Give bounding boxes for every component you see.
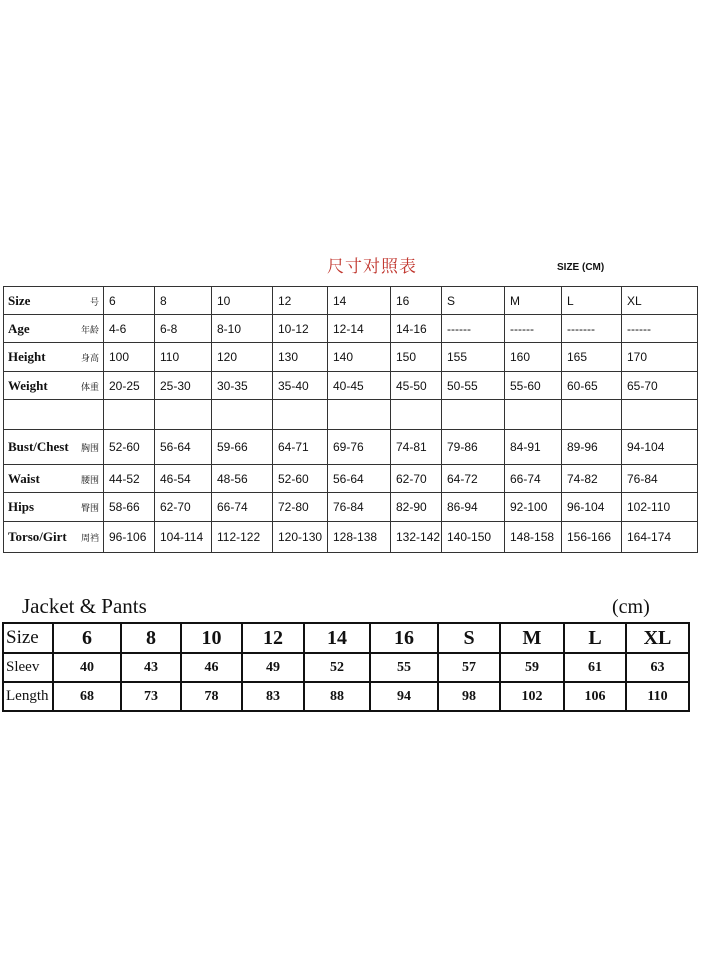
size-chart-row [4,287,698,315]
row-label [4,287,104,315]
size-chart-cell: 96-104 [562,493,622,522]
row-label-en: Waist [8,470,40,486]
size-chart-cell: 82-90 [391,493,442,522]
jacket-pants-cell: 63 [626,653,689,682]
row-label-cn: 胸围 [80,444,99,454]
size-chart-row [4,400,698,430]
size-chart-cell: 46-54 [155,465,212,493]
jacket-pants-cell: L [564,623,626,653]
size-chart-cell: 148-158 [505,522,562,553]
jacket-pants-cell: 83 [242,682,304,711]
row-label-cn: 身高 [80,354,99,364]
size-chart-cell: 76-84 [622,465,698,493]
jacket-pants-cell: S [438,623,500,653]
row-label [4,400,104,430]
jacket-pants-cell: 106 [564,682,626,711]
size-chart-cell: 94-104 [622,430,698,465]
jacket-pants-cell: 16 [370,623,438,653]
jacket-pants-table [2,622,690,712]
jacket-pants-cell: 40 [53,653,121,682]
row-label-cn: 腰围 [80,475,99,486]
row-label-en: Size [8,292,31,308]
row-label [4,430,104,465]
row-label [4,343,104,372]
size-chart-cell: 110 [155,343,212,372]
size-chart-cell: ------- [562,315,622,343]
size-chart-cell: 170 [622,343,698,372]
jacket-pants-cell: 110 [626,682,689,711]
size-chart-cell: 66-74 [505,465,562,493]
size-chart-row [4,315,698,343]
size-chart-cell: ------ [442,315,505,343]
jacket-pants-cell: M [500,623,564,653]
size-chart-cell: 40-45 [328,372,391,400]
size-chart-cell: 60-65 [562,372,622,400]
size-chart-cell: 8-10 [212,315,273,343]
size-chart-cell: 140-150 [442,522,505,553]
size-chart-cell: 72-80 [273,493,328,522]
row-label-en: Age [8,320,30,336]
size-chart-cell [391,400,442,430]
size-chart-cell: 52-60 [273,465,328,493]
size-chart-cell: 50-55 [442,372,505,400]
row-label-en: Hips [8,499,35,514]
size-chart-cell: 8 [155,287,212,315]
row-label-cn: 号 [89,297,99,308]
row-label-cn: 周裆 [80,534,99,544]
size-chart-cell: L [562,287,622,315]
size-chart-cell: 102-110 [622,493,698,522]
size-chart-cell: 6 [104,287,155,315]
jacket-pants-cell: 61 [564,653,626,682]
jacket-pants-cell: 102 [500,682,564,711]
size-chart-cell: 120-130 [273,522,328,553]
size-chart-row [4,430,698,465]
row-label [4,372,104,400]
jacket-pants-unit: (cm) [612,596,650,618]
size-chart-cell: 55-60 [505,372,562,400]
size-chart-cell: 65-70 [622,372,698,400]
size-chart-cell: 16 [391,287,442,315]
size-chart-cell [273,400,328,430]
size-chart-cell: XL [622,287,698,315]
size-chart-cell: 132-142 [391,522,442,553]
size-chart-cell: 48-56 [212,465,273,493]
jacket-pants-cell: 8 [121,623,181,653]
size-chart-cell [212,400,273,430]
jacket-pants-cell: 68 [53,682,121,711]
size-chart-cell: 56-64 [328,465,391,493]
size-chart-cell: 128-138 [328,522,391,553]
size-chart-cell: 10-12 [273,315,328,343]
jacket-pants-cell: 59 [500,653,564,682]
size-chart-cell: 74-81 [391,430,442,465]
size-chart-cell [104,400,155,430]
size-chart-cell [155,400,212,430]
row-label-en: Weight [8,377,48,393]
size-chart-cell: 64-71 [273,430,328,465]
size-chart-cell: 35-40 [273,372,328,400]
size-chart-cell: 86-94 [442,493,505,522]
size-chart-cell: 12 [273,287,328,315]
jacket-pants-cell: 73 [121,682,181,711]
size-chart-cell: 62-70 [155,493,212,522]
size-chart-cell: 120 [212,343,273,372]
size-chart-cell [442,400,505,430]
size-chart-cell: 66-74 [212,493,273,522]
size-chart-cell: 58-66 [104,493,155,522]
size-chart-cell: 160 [505,343,562,372]
row-label [4,522,104,553]
size-chart-cell [505,400,562,430]
size-chart-cell: 6-8 [155,315,212,343]
size-chart-cell: S [442,287,505,315]
size-chart-cell: 25-30 [155,372,212,400]
jacket-pants-cell: 52 [304,653,370,682]
size-chart-cell: 150 [391,343,442,372]
jacket-pants-row [3,623,689,653]
row-label-cn: 年龄 [80,325,99,336]
size-chart-cell: 164-174 [622,522,698,553]
row-label: Sleev [3,653,53,682]
size-chart-cell: 20-25 [104,372,155,400]
size-chart-cell: 4-6 [104,315,155,343]
size-chart-cell: 79-86 [442,430,505,465]
size-chart-cell: 30-35 [212,372,273,400]
row-label: Length [3,682,53,711]
row-label-en: Height [8,349,46,364]
size-unit-label: SIZE (CM) [557,262,605,273]
row-label [4,315,104,343]
size-chart-cell: M [505,287,562,315]
size-chart-cell: 44-52 [104,465,155,493]
row-label-en: Torso/Girt [8,529,67,544]
size-chart-row [4,522,698,553]
size-chart-cell: 112-122 [212,522,273,553]
size-chart-title: 尺寸对照表 [327,257,417,277]
size-chart-row [4,372,698,400]
size-chart-cell: ------ [622,315,698,343]
row-label [4,465,104,493]
jacket-pants-row [3,653,689,682]
size-chart-cell: 100 [104,343,155,372]
jacket-pants-cell: 49 [242,653,304,682]
size-chart-cell: 76-84 [328,493,391,522]
size-chart-cell: 140 [328,343,391,372]
size-chart-cell: 74-82 [562,465,622,493]
size-chart-cell: 89-96 [562,430,622,465]
size-chart-cell: 56-64 [155,430,212,465]
jacket-pants-cell: 57 [438,653,500,682]
jacket-pants-cell: 46 [181,653,242,682]
jacket-pants-cell: 10 [181,623,242,653]
size-chart-cell: 69-76 [328,430,391,465]
jacket-pants-row [3,682,689,711]
size-chart-row [4,465,698,493]
size-chart-cell: 130 [273,343,328,372]
size-chart-cell: 155 [442,343,505,372]
size-chart-cell: 92-100 [505,493,562,522]
size-chart-cell: 64-72 [442,465,505,493]
size-chart-cell: 12-14 [328,315,391,343]
jacket-pants-cell: 55 [370,653,438,682]
row-label-en: Bust/Chest [8,439,69,454]
jacket-pants-cell: 14 [304,623,370,653]
row-label-cn: 臀围 [80,504,99,514]
size-chart-cell: 84-91 [505,430,562,465]
jacket-pants-cell: 43 [121,653,181,682]
size-chart-cell [328,400,391,430]
size-chart-row [4,493,698,522]
jacket-pants-cell: 88 [304,682,370,711]
size-chart-cell: 45-50 [391,372,442,400]
jacket-pants-cell: 78 [181,682,242,711]
row-label: Size [3,623,53,653]
row-label [4,493,104,522]
jacket-pants-cell: 94 [370,682,438,711]
size-chart-cell: 14-16 [391,315,442,343]
size-chart-table [3,286,698,553]
size-chart-cell: 10 [212,287,273,315]
jacket-pants-cell: 12 [242,623,304,653]
jacket-pants-cell: 6 [53,623,121,653]
jacket-pants-title: Jacket & Pants [22,594,147,618]
size-chart-cell [622,400,698,430]
size-chart-cell: 62-70 [391,465,442,493]
size-chart-cell: 59-66 [212,430,273,465]
size-chart-cell [562,400,622,430]
size-chart-cell: 104-114 [155,522,212,553]
size-chart-cell: 96-106 [104,522,155,553]
size-chart-cell: 14 [328,287,391,315]
size-chart-cell: 165 [562,343,622,372]
size-chart-cell: 52-60 [104,430,155,465]
size-chart-cell: ------ [505,315,562,343]
jacket-pants-cell: 98 [438,682,500,711]
row-label-cn: 体重 [80,382,99,393]
jacket-pants-cell: XL [626,623,689,653]
size-chart-row [4,343,698,372]
size-chart-cell: 156-166 [562,522,622,553]
